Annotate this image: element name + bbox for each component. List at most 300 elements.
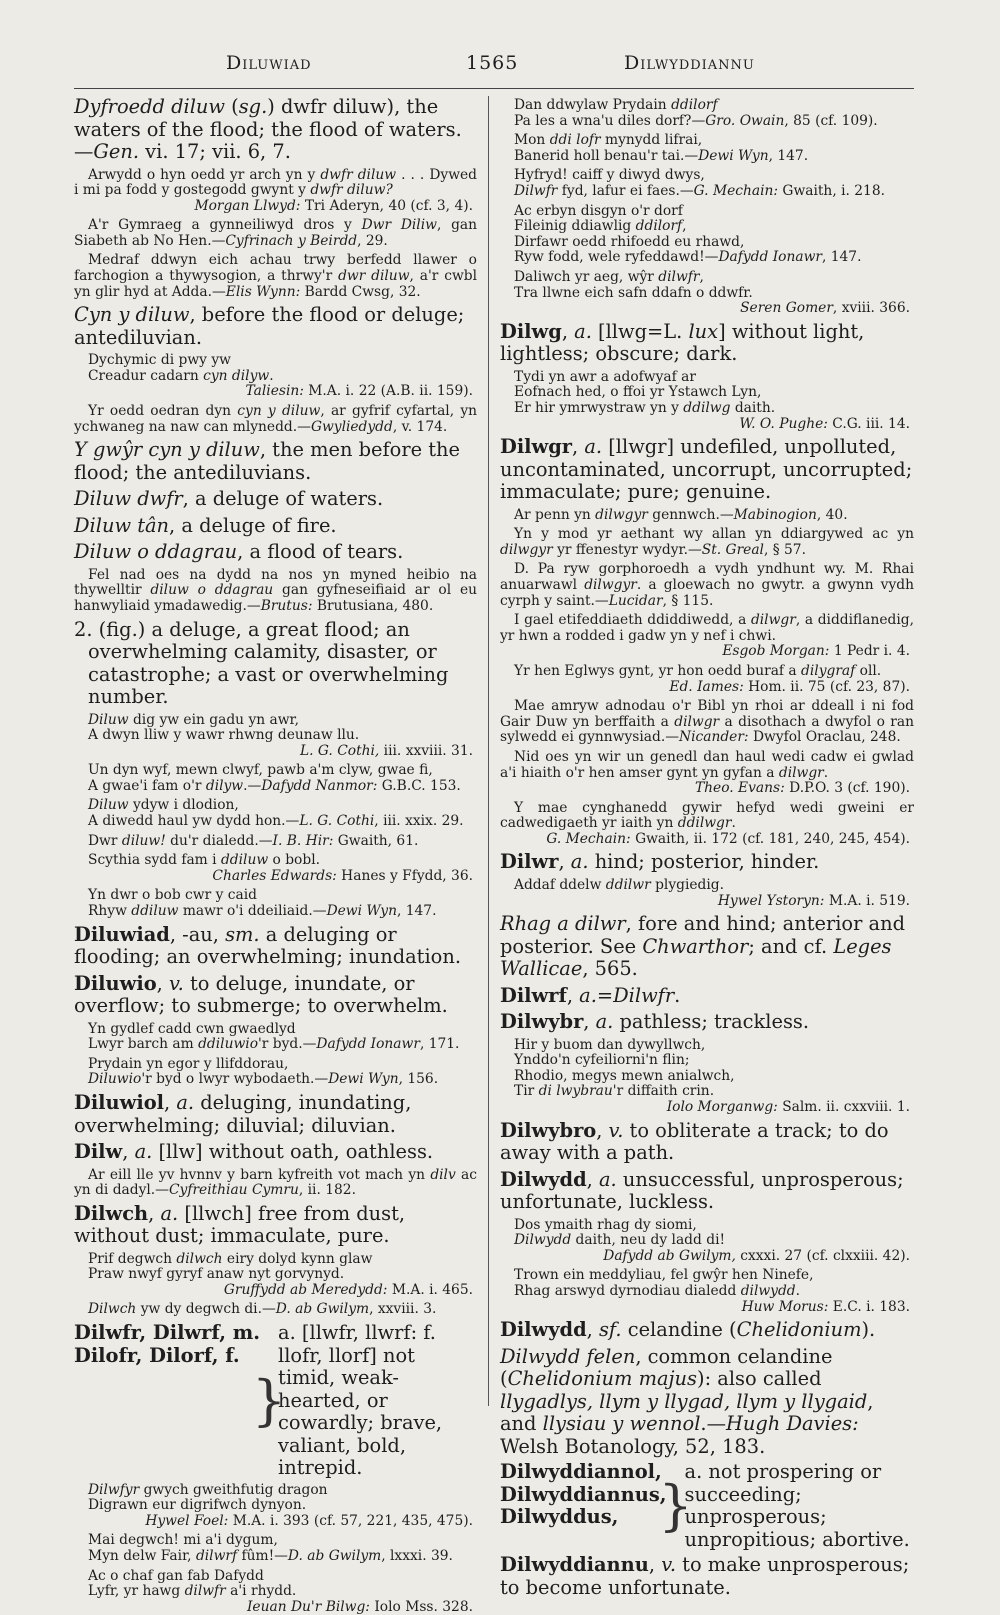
verse-line [88, 353, 477, 369]
verse-italic: G. Mechain: [693, 182, 779, 199]
quotation [500, 613, 914, 660]
verse-italic: Dilwydd [514, 1232, 572, 1249]
verse-italic: dilwfr [184, 1583, 226, 1600]
citation-reference: Hom. ii. 75 (cf. 23, 87). [743, 678, 910, 695]
verse-quotation [514, 204, 914, 266]
definition-italic: a. [160, 1201, 179, 1225]
citation-reference: C.G. iii. 14. [827, 415, 910, 432]
verse-text: daith, neu dy ladd di! [571, 1232, 726, 1249]
verse-text: . [269, 367, 274, 384]
quotation-italic: Brutus: [260, 597, 313, 614]
citation [514, 1100, 914, 1116]
quotation [500, 527, 914, 558]
definition-text: , before the flood or deluge; antediluvian. [74, 303, 465, 349]
citation-reference: cxxxi. 27 (cf. clxxiii. 42). [735, 1247, 910, 1264]
verse-italic: ddilorf [635, 218, 683, 235]
citation-source: G. Mechain: [546, 830, 631, 847]
quotation-text: Medraf ddwyn eich achau trwy berfedd llawer o farchogion a thywysogion, a thrwy'r [74, 252, 477, 285]
quotation-italic: Nicander: [679, 729, 749, 746]
verse-italic: Dafydd Ionawr [718, 249, 822, 266]
quotation-text: Yr oedd oedran dyn [88, 403, 238, 420]
entry-definition [500, 913, 914, 981]
verse-line [88, 1252, 477, 1268]
quotation-text: oll. [855, 662, 882, 679]
definition-italic: Leges Wallicae [500, 934, 892, 981]
headword: Diluwiol [74, 1091, 165, 1114]
verse-line [514, 98, 914, 114]
verse-text: Gwaith, i. 218. [778, 182, 885, 199]
headword: Dilwybr [500, 1010, 584, 1034]
citation-reference: iii. xxviii. 31. [379, 742, 473, 759]
entry-definition [500, 1120, 914, 1165]
verse-italic: Diluw [88, 797, 129, 814]
definition-text: , a flood of tears. [237, 540, 404, 564]
citation-reference: , xviii. 366. [832, 300, 910, 317]
definition-text: a deluging or flooding; an overwhelming; inundation. [74, 922, 461, 969]
entry-definition [500, 1554, 914, 1599]
sub-entry-text: , common celandine ( [500, 1344, 833, 1391]
definition-text: [llwfr, llwrf: [295, 1321, 424, 1345]
quotation-text: , ar gyfrif cyfartal, yn ychwaneg na naw can mlynedd.— [74, 403, 478, 435]
quotation-italic: Lucidar [608, 592, 663, 609]
verse-italic: D. ab Gwilym [287, 1547, 382, 1564]
verse-text: , xxviii. 3. [369, 1301, 437, 1318]
citation [88, 1514, 477, 1530]
headword: Dilwyddiannol, [500, 1460, 662, 1484]
verse-quotation [514, 878, 914, 909]
verse-text: Lyfr, yr hawg [88, 1583, 185, 1600]
verse-text: Yn gydlef cadd cwn gwaedlyd [88, 1020, 296, 1037]
citation-source: Iolo Morganwg: [666, 1099, 778, 1116]
quotation-text: . [823, 764, 829, 781]
definition-italic: a. [278, 1321, 296, 1345]
verse-italic: ddiluwio [198, 1036, 258, 1053]
entry-definition [500, 1319, 914, 1342]
definition-text: ). [861, 1318, 876, 1342]
verse-line [514, 1284, 914, 1300]
verse-italic: diluw! [121, 832, 166, 849]
definition-italic: f. [423, 1321, 436, 1345]
definition-italic: v. [608, 1118, 624, 1142]
quotation-text: D. Pa ryw gorphoroedh a vydh yndhunt wy. M. Rhai anuarwawl [500, 561, 914, 593]
verse-text: Hir y buom dan dywyllwch, [514, 1036, 706, 1053]
verse-line [88, 814, 477, 830]
citation [88, 384, 477, 400]
citation-source: Huw Morus: [741, 1298, 829, 1315]
definition-text: [llwg=L. [591, 319, 689, 343]
definition-text: , a deluge of fire. [169, 513, 337, 537]
verse-line [88, 1302, 477, 1318]
verse-text: , 85 (cf. 109). [784, 112, 878, 129]
verse-line [514, 286, 914, 302]
entry-definition [500, 321, 914, 366]
verse-text: 'r byd o lwyr wybodaeth.— [141, 1071, 329, 1088]
verse-line [88, 1072, 477, 1088]
definition-italic: Dyfroedd diluw [74, 95, 225, 118]
verse-text: Tydi yn awr a adofwyaf ar [514, 368, 696, 385]
verse-quotation [88, 834, 477, 850]
verse-line [514, 168, 914, 184]
definition-text: 2. (fig.) a deluge, a great flood; an overwhelming calamity, disaster, or catastrophe; a vast or overwhelming number. [74, 617, 449, 708]
verse-italic: ddi lofr [549, 132, 601, 149]
headword: Dilwydd [500, 1318, 587, 1342]
verse-line [88, 853, 477, 869]
verse-text: dig yw ein gadu yn awr, [128, 711, 300, 728]
quotation-italic: dilwgr [674, 713, 720, 730]
headword: Dilwyddus, [500, 1505, 619, 1529]
verse-quotation [88, 853, 477, 884]
verse-quotation [88, 888, 477, 919]
verse-italic: cyn dilyw [203, 367, 270, 384]
citation-source: Ed. Iames: [669, 678, 744, 695]
verse-text: fûm!— [237, 1547, 288, 1564]
verse-text: fyd, lafur ei faes.— [557, 182, 694, 199]
definition-italic: a. [579, 983, 597, 1007]
verse-italic: ddiluw [131, 903, 179, 920]
verse-text: Daliwch yr aeg, wŷr [514, 268, 659, 285]
verse-italic: Dilwfr [514, 182, 558, 199]
quotation [74, 568, 477, 615]
verse-line [88, 1533, 477, 1549]
entry-definition [74, 439, 477, 484]
verse-line [514, 370, 914, 386]
quotation-text: Mae amryw adnodau o'r Bibl yn rhoi ar ddeall i ni fod Gair Duw yn berffaith a [500, 698, 914, 730]
definition-text: , [156, 971, 169, 995]
citation [514, 1300, 914, 1316]
verse-text: , 171. [419, 1036, 460, 1053]
quotation-italic: Mabinogion [733, 506, 817, 523]
verse-text: Addaf ddelw [514, 876, 606, 893]
definition-text: , [558, 850, 571, 874]
definition-text: , [648, 1553, 662, 1577]
quotation-text: a disothach a dwyfol o ran sylwedd ei gynnwysiad.— [500, 713, 914, 746]
entry-definition [500, 851, 914, 874]
verse-text: . [795, 1283, 801, 1299]
quotation [500, 801, 914, 848]
citation [88, 744, 477, 760]
verse-text: Mai degwch! mi a'i dygum, [88, 1532, 278, 1549]
verse-text: eiry dolyd kynn glaw [222, 1250, 373, 1267]
verse-text: Tir [514, 1083, 539, 1100]
verse-italic: Dewi Wyn [326, 903, 397, 920]
citation-reference: Salm. ii. cxxviii. 1. [777, 1099, 910, 1116]
definition-italic: Diluw dwfr [74, 487, 183, 511]
verse-line [514, 401, 914, 417]
verse-italic: Diluw [88, 711, 129, 728]
verse-text: Yn dwr o bob cwr y caid [88, 887, 257, 904]
headword: Dilwch [74, 1201, 149, 1225]
verse-text: Un dyn wyf, mewn clwyf, pawb a'm clyw, gwae fi, [88, 762, 433, 779]
definition-text: , 565. [582, 957, 638, 981]
quotation-italic: Gwyliedydd [310, 418, 393, 435]
verse-italic: ddilwr [605, 876, 651, 893]
sub-entry-text: , and [500, 1389, 874, 1436]
quotation [500, 750, 914, 797]
grouped-headwords [74, 1322, 260, 1480]
verse-text: Dwr [88, 832, 122, 849]
verse-text: plygiedig. [650, 876, 724, 893]
sub-entry-text: Hugh Davies: [725, 1412, 859, 1436]
quotation-text: A'r Gymraeg a gynneiliwyd dros y [88, 217, 362, 234]
verse-text: Ynddo'n cyfeiliorni'n flin; [514, 1052, 690, 1069]
citation-reference: M.A. i. 22 (A.B. ii. 159). [303, 383, 473, 400]
definition-text: , [586, 1318, 599, 1342]
entry-definition [74, 1203, 477, 1248]
definition-text: , -au, [169, 922, 226, 946]
quotation-italic: Cyfrinach y Beirdd [225, 232, 358, 249]
quotation-text: . a gloewach no gwytr. a gwynn vydh cyrph y saint.— [500, 576, 914, 609]
citation-source: Hywel Ystoryn: [717, 892, 825, 909]
definition-italic: v. [661, 1553, 677, 1577]
quotation-text: Fel nad oes na dydd na nos yn myned heibio na thywelltir [74, 566, 477, 599]
quotation-text: Ar penn yn [514, 506, 596, 523]
quotation [500, 664, 914, 695]
citation-reference: Tri Aderyn, 40 (cf. 3, 4). [300, 197, 473, 214]
verse-italic: Dilwfyr [88, 1481, 140, 1498]
verse-line [88, 798, 477, 814]
citation [88, 1600, 477, 1615]
sub-entry-text: ): also called [697, 1367, 822, 1391]
quotation [500, 508, 914, 524]
definition-italic: a. [598, 1167, 617, 1191]
verse-text: 'r byd.— [258, 1036, 317, 1053]
entry-definition [74, 1092, 477, 1137]
sub-entry-text: Welsh Botanology, 52, 183. [500, 1434, 766, 1458]
definition-text: celandine ( [621, 1318, 737, 1342]
verse-italic: dilyw [205, 777, 244, 794]
verse-text: Rhag arswyd dyrnodiau dialedd [514, 1283, 741, 1299]
citation-source: Morgan Llwyd: [194, 197, 301, 214]
headword: Dilwg [500, 319, 562, 343]
verse-text: Mon [514, 132, 550, 149]
definition-text: , [561, 319, 575, 343]
quotation-text: , a'r cwbl yn glir hyd at Adda.— [74, 268, 478, 300]
header-right-guide-word: Dilwyddiannu [624, 52, 755, 74]
verse-line [88, 713, 477, 729]
definition-text: [llwgr] undefiled, unpolluted, uncontaminated, uncorrupt, uncorrupted; immaculate; pure; genuine. [500, 435, 913, 504]
quotation-text: Brutusiana, 480. [312, 597, 434, 614]
definition-text: to deluge, inundate, or overflow; to submerge; to overwhelm. [74, 971, 448, 1018]
quotation-italic: dilwgr [778, 764, 824, 781]
verse-text: Ac o chaf gan fab Dafydd [88, 1567, 264, 1584]
verse-line [88, 1569, 477, 1585]
definition-italic: Y gwŷr cyn y diluw [74, 438, 260, 462]
quotation-text: ac yn di dadyl.— [74, 1166, 477, 1199]
entry-definition [74, 1141, 477, 1164]
verse-quotation [88, 1022, 477, 1053]
citation [514, 1249, 914, 1265]
entry-definition [500, 1011, 914, 1034]
verse-text: Rhodio, megys mewn anialwch, [514, 1067, 735, 1084]
quotation-text: gennwch.— [647, 506, 734, 523]
entry-definition [74, 488, 477, 511]
verse-quotation [88, 1252, 477, 1299]
definition-italic: Rhag a dilwr [500, 912, 626, 936]
citation-reference: 1 Pedr i. 4. [829, 643, 910, 660]
verse-quotation [514, 1218, 914, 1265]
quotation [74, 1168, 477, 1199]
left-column [74, 95, 478, 1615]
citation-source: Ieuan Du'r Bilwg: [246, 1598, 370, 1615]
quotation-italic: dilwgyr [584, 576, 637, 593]
verse-quotation [514, 370, 914, 432]
headword: Dilwyddiannu [500, 1553, 649, 1577]
headword: Dilwybro [500, 1118, 597, 1142]
definition-text: vi. 17; vii. 6, 7. [139, 140, 291, 163]
sub-entry-text: llygadlys, llym y llygad, llym y llygaid [500, 1389, 868, 1413]
quotation-italic: dwr diluw [338, 268, 410, 285]
verse-italic: Dafydd Ionawr [316, 1036, 420, 1053]
definition-text: llofr, llorf] not timid, weak-hearted, or cowardly; brave, valiant, bold, intrepid. [278, 1343, 443, 1480]
running-head [70, 52, 930, 78]
definition-text: , [122, 1140, 135, 1163]
citation-reference: Gwaith, ii. 172 (cf. 181, 240, 245, 454). [630, 830, 910, 847]
verse-text: Tra llwne eich safn ddafn o ddwfr. [514, 284, 753, 301]
verse-quotation [88, 1569, 477, 1615]
quotation-text: Dwyfol Oraclau, 248. [748, 729, 901, 746]
verse-text: , 147. [768, 147, 809, 164]
quotation [500, 562, 914, 609]
verse-text: yw dy degwch di.— [136, 1301, 276, 1318]
verse-text: Pa les a wna'u diles dorf?— [514, 112, 706, 129]
verse-text: , 156. [398, 1071, 439, 1088]
grouped-entry [74, 1322, 477, 1480]
definition-italic: sf. [598, 1318, 622, 1342]
quotation-text: Nid oes yn wir un genedl dan haul wedi cadw ei gwlad a'i hiaith o'r hen amser gynt yn gyfan a [500, 748, 914, 781]
quotation [74, 404, 477, 435]
quotation [500, 699, 914, 746]
verse-italic: Diluwio [88, 1071, 142, 1088]
definition-text: , [596, 1118, 609, 1142]
quotation-text: , § 57. [763, 541, 806, 558]
sub-entry-text: .— [700, 1412, 726, 1436]
quotation-text: , gan Siabeth ab No Hen.— [74, 217, 478, 249]
verse-italic: ddilorf [671, 97, 718, 113]
verse-line [514, 250, 914, 266]
entry-definition [74, 515, 477, 538]
grouped-entry [500, 1461, 914, 1551]
quotation-italic: Elis Wynn: [225, 283, 301, 300]
citation-source: Seren Gomer [740, 300, 833, 317]
verse-text: Trown ein meddyliau, fel gwŷr hen Ninefe, [514, 1267, 814, 1284]
verse-line [88, 728, 477, 744]
verse-italic: dilwydd [740, 1283, 796, 1299]
verse-text: Er hir ymrwystraw yn y [514, 399, 684, 416]
headword: Dilwfr, Dilwrf, m. [74, 1321, 261, 1345]
citation [88, 869, 477, 885]
verse-text: , lxxxi. 39. [381, 1547, 453, 1564]
entry-definition [74, 924, 477, 969]
quotation-italic: Dwr Diliw [361, 217, 437, 234]
entry-definition [74, 973, 477, 1018]
citation-source: Theo. Evans: [694, 780, 785, 797]
quotation-text: yr ffenestyr wydyr.— [552, 541, 702, 558]
quotation-text: , ii. 182. [298, 1182, 356, 1199]
verse-quotation [88, 1302, 477, 1318]
brace-mark: } [658, 1474, 693, 1538]
verse-text: gwych gweithfutig dragon [139, 1481, 328, 1498]
quotation-text: Yr hen Eglwys gynt, yr hon oedd buraf a [514, 662, 802, 679]
quotation-italic: dwfr diluw [320, 166, 397, 183]
quotation-italic: dwfr diluw? [310, 182, 393, 199]
verse-italic: dilwfr [658, 268, 700, 285]
entry-definition [74, 96, 477, 164]
grouped-definition [278, 1322, 477, 1480]
quotation-text: Y mae cynghanedd gywir hefyd wedi gweini er cadwedigaeth yr iaith yn [500, 799, 914, 832]
verse-line [514, 149, 914, 165]
verse-italic: D. ab Gwilym [275, 1301, 370, 1318]
headword: Dilw [74, 1140, 123, 1163]
definition-italic: Diluw tân [74, 513, 170, 537]
verse-line [514, 1053, 914, 1069]
sub-entry-text: llysiau y wennol [542, 1412, 701, 1436]
definition-text: , [164, 1091, 177, 1114]
verse-text: Ac erbyn disgyn o'r dorf [514, 202, 683, 219]
definition-text: ) dwfr diluw), the waters of the flood; the flood of waters.— [74, 95, 462, 163]
quotation-text: Yn y mod yr aethant wy allan yn ddiargywed ac yn [514, 526, 914, 543]
verse-text: 'r diffaith crin. [612, 1083, 715, 1100]
verse-italic: di lwybrau [538, 1083, 613, 1100]
verse-line [88, 779, 477, 795]
entry-definition [500, 985, 914, 1008]
verse-text: Dan ddwylaw Prydain [514, 97, 672, 113]
quotation-text: , a diddiflanedig, yr hwn a rodded i gadw yn y nef i chwi. [500, 612, 914, 644]
quotation-text: gan gyfneseifiaid ar ol eu hanwyliaid ymadawedig.— [74, 582, 478, 614]
citation-source: W. O. Pughe: [739, 415, 828, 432]
verse-quotation [514, 98, 914, 129]
entry-definition [500, 436, 914, 504]
column-divider [488, 96, 489, 1406]
verse-italic: Gro. Owain [705, 112, 785, 129]
quotation-italic: dilwgyr [500, 541, 553, 558]
verse-quotation [514, 1038, 914, 1116]
definition-text: [llw] without oath, oathless. [152, 1140, 434, 1163]
verse-italic: ddiluw [220, 852, 269, 869]
verse-text: a'i rhydd. [225, 1583, 297, 1600]
verse-text: o bobl. [268, 852, 320, 869]
quotation [74, 168, 477, 215]
verse-text: , 147. [396, 903, 437, 920]
citation-source: L. G. Cothi, [299, 742, 380, 759]
verse-line [514, 270, 914, 286]
headword: Diluwiad [74, 922, 170, 946]
verse-line [514, 1038, 914, 1054]
sub-entry-text: Chelidonium majus [507, 1367, 697, 1391]
verse-text: Rhyw [88, 903, 132, 920]
citation-source: Esgob Morgan: [722, 643, 830, 660]
entry-definition [74, 619, 477, 709]
citation-reference: M.A. i. 465. [387, 1281, 473, 1298]
verse-italic: Dilwch [88, 1301, 137, 1318]
verse-text: Prif degwch [88, 1250, 177, 1267]
sub-entry-text: Dilwydd felen [500, 1344, 636, 1368]
definition-italic: a. [574, 319, 592, 343]
headword: Dilwr [500, 850, 559, 874]
verse-italic: Dewi Wyn [698, 147, 769, 164]
verse-text: Digrawn eur digrifwch dynyon. [88, 1497, 307, 1514]
quotation-text: , 29. [357, 232, 388, 249]
citation-reference: Hanes y Ffydd, 36. [336, 867, 473, 884]
definition-text: to make unprosperous; to become unfortunate. [500, 1553, 910, 1599]
verse-line [88, 1037, 477, 1053]
verse-line [514, 114, 914, 130]
definition-text: , [148, 1201, 161, 1225]
quotation-italic: diluw o ddagrau [150, 582, 274, 599]
quotation [74, 218, 477, 249]
definition-italic: a. [684, 1460, 703, 1484]
verse-quotation [88, 763, 477, 794]
citation [514, 301, 914, 317]
